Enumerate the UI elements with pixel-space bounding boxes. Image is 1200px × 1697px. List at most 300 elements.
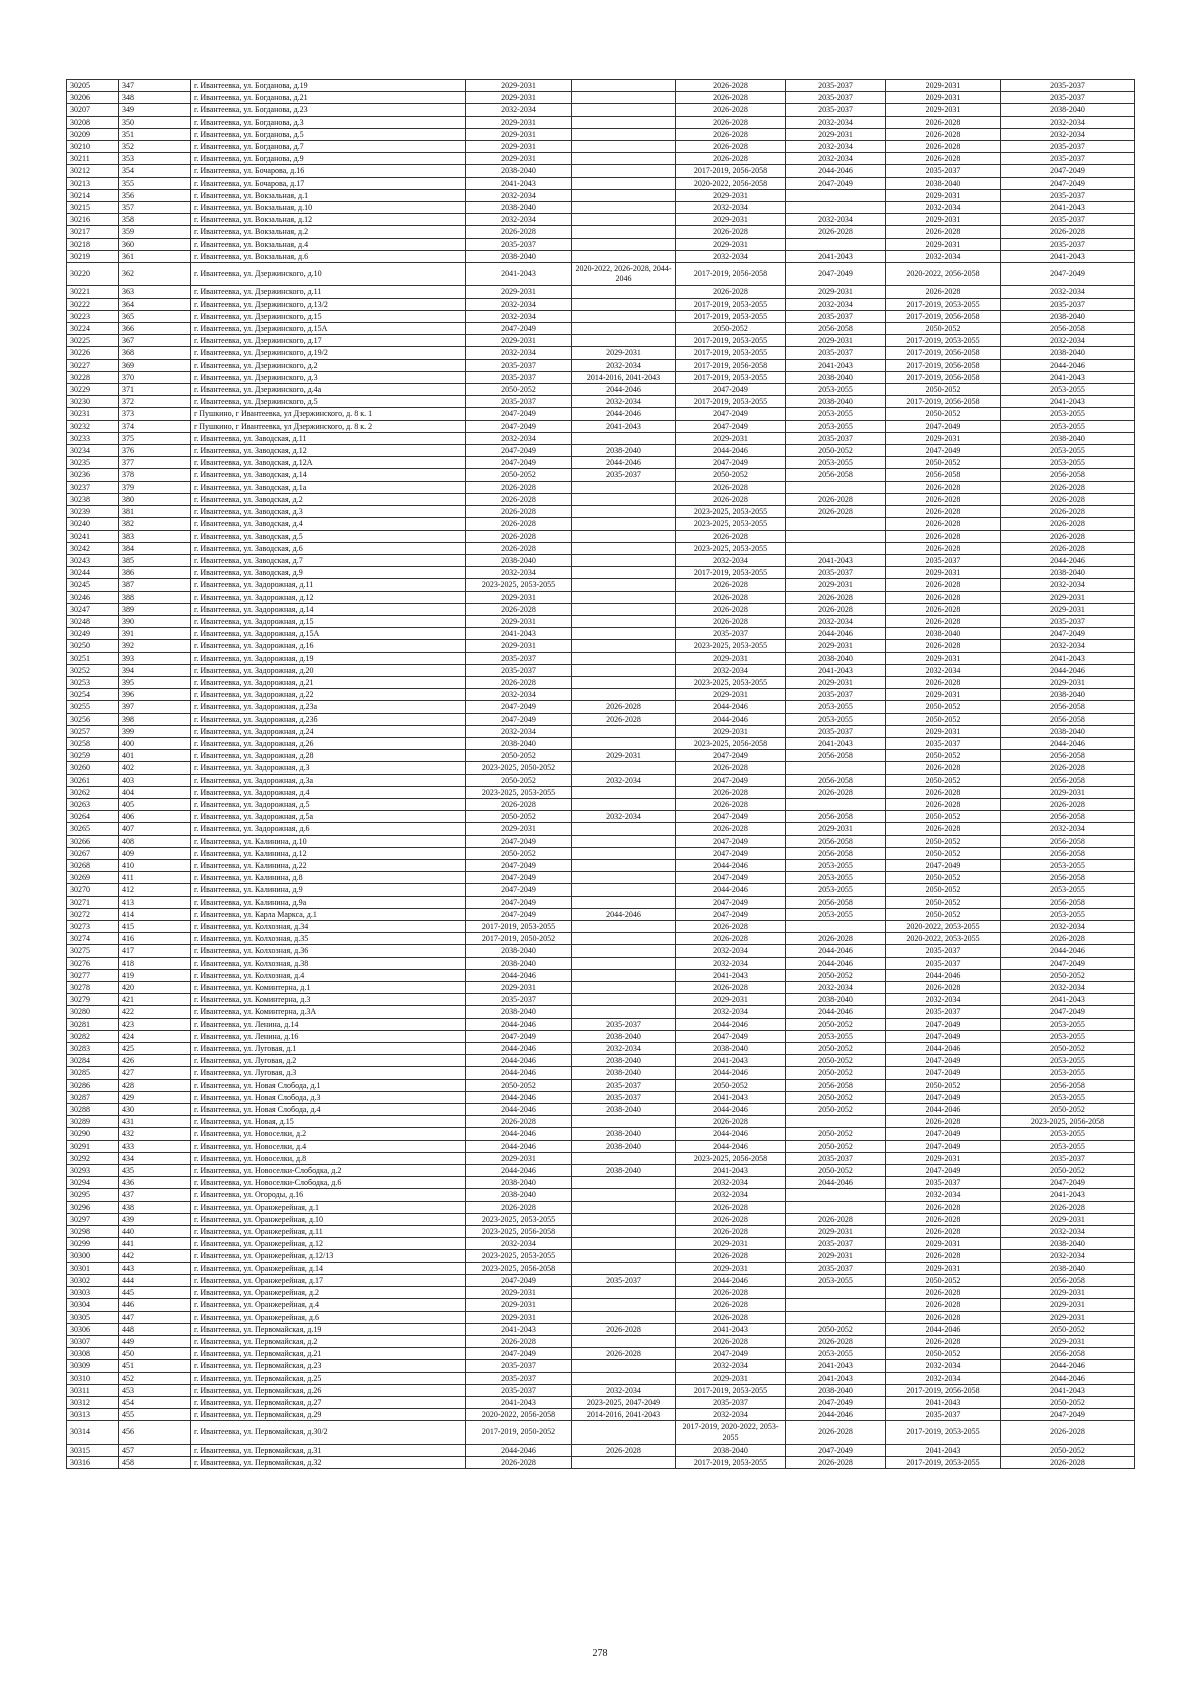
period-cell: 2053-2055: [786, 420, 886, 432]
table-row: [67, 481, 1135, 493]
period-cell: 2032-2034: [786, 214, 886, 226]
period-cell: [572, 1213, 676, 1225]
period-cell: 2047-2049: [1001, 957, 1135, 969]
period-cell: 2029-2031: [466, 982, 572, 994]
row-id-cell: 30288: [67, 1104, 119, 1116]
row-id-cell: 30214: [67, 189, 119, 201]
period-cell: 2050-2052: [786, 445, 886, 457]
address-cell: г. Ивантеевка, ул. Задорожная, д.5: [191, 798, 466, 810]
period-cell: 2026-2028: [466, 530, 572, 542]
address-cell: г. Ивантеевка, ул. Вокзальная, д.1: [191, 189, 466, 201]
period-cell: [572, 80, 676, 92]
period-cell: 2026-2028: [786, 1335, 886, 1347]
period-cell: 2041-2043: [466, 263, 572, 286]
period-cell: 2047-2049: [786, 263, 886, 286]
period-cell: 2017-2019, 2053-2055: [676, 1456, 786, 1468]
table-row: [67, 896, 1135, 908]
period-cell: [572, 335, 676, 347]
period-cell: 2044-2046: [572, 408, 676, 420]
period-cell: 2050-2052: [886, 1274, 1001, 1286]
period-cell: 2035-2037: [466, 1360, 572, 1372]
item-number-cell: 371: [119, 384, 191, 396]
item-number-cell: 351: [119, 128, 191, 140]
period-cell: 2026-2028: [572, 713, 676, 725]
period-cell: 2053-2055: [786, 408, 886, 420]
table-row: [67, 80, 1135, 92]
row-id-cell: 30213: [67, 177, 119, 189]
table-row: [67, 689, 1135, 701]
period-cell: 2029-2031: [1001, 1213, 1135, 1225]
period-cell: 2047-2049: [466, 835, 572, 847]
period-cell: 2041-2043: [676, 969, 786, 981]
row-id-cell: 30306: [67, 1323, 119, 1335]
period-cell: 2026-2028: [466, 518, 572, 530]
period-cell: 2029-2031: [886, 80, 1001, 92]
table-row: [67, 1213, 1135, 1225]
period-cell: 2038-2040: [466, 202, 572, 214]
period-cell: [572, 664, 676, 676]
period-cell: [572, 957, 676, 969]
item-number-cell: 446: [119, 1299, 191, 1311]
period-cell: 2035-2037: [1001, 615, 1135, 627]
period-cell: 2038-2040: [466, 1177, 572, 1189]
period-cell: 2044-2046: [786, 165, 886, 177]
period-cell: 2032-2034: [1001, 335, 1135, 347]
period-cell: 2032-2034: [466, 214, 572, 226]
period-cell: 2047-2049: [466, 713, 572, 725]
row-id-cell: 30291: [67, 1140, 119, 1152]
address-cell: г. Ивантеевка, ул. Новоселки-Слободка, д.6: [191, 1177, 466, 1189]
item-number-cell: 404: [119, 786, 191, 798]
period-cell: [572, 250, 676, 262]
row-id-cell: 30251: [67, 652, 119, 664]
table-row: [67, 250, 1135, 262]
period-cell: 2050-2052: [786, 1055, 886, 1067]
period-cell: 2032-2034: [676, 202, 786, 214]
row-id-cell: 30304: [67, 1299, 119, 1311]
address-cell: г. Ивантеевка, ул. Первомайская, д.2: [191, 1335, 466, 1347]
period-cell: 2047-2049: [676, 457, 786, 469]
period-cell: [572, 737, 676, 749]
period-cell: 2053-2055: [1001, 884, 1135, 896]
item-number-cell: 383: [119, 530, 191, 542]
period-cell: 2035-2037: [786, 80, 886, 92]
period-cell: 2026-2028: [1001, 506, 1135, 518]
period-cell: 2041-2043: [466, 177, 572, 189]
item-number-cell: 410: [119, 859, 191, 871]
period-cell: 2044-2046: [466, 1055, 572, 1067]
item-number-cell: 450: [119, 1348, 191, 1360]
row-id-cell: 30289: [67, 1116, 119, 1128]
period-cell: 2029-2031: [466, 286, 572, 298]
period-cell: 2047-2049: [886, 445, 1001, 457]
period-cell: 2029-2031: [466, 128, 572, 140]
address-cell: г. Ивантеевка, ул. Богданова, д.9: [191, 153, 466, 165]
period-cell: 2026-2028: [886, 518, 1001, 530]
period-cell: 2026-2028: [886, 286, 1001, 298]
address-cell: г. Ивантеевка, ул. Заводская, д.9: [191, 567, 466, 579]
period-cell: 2044-2046: [676, 1018, 786, 1030]
address-cell: г. Ивантеевка, ул. Огороды, д.16: [191, 1189, 466, 1201]
period-cell: 2047-2049: [886, 1055, 1001, 1067]
period-cell: 2029-2031: [1001, 1335, 1135, 1347]
item-number-cell: 417: [119, 945, 191, 957]
item-number-cell: 347: [119, 80, 191, 92]
period-cell: 2038-2040: [466, 1006, 572, 1018]
period-cell: 2029-2031: [676, 238, 786, 250]
table-row: [67, 1274, 1135, 1286]
row-id-cell: 30227: [67, 359, 119, 371]
period-cell: 2026-2028: [676, 762, 786, 774]
item-number-cell: 402: [119, 762, 191, 774]
period-cell: 2044-2046: [786, 1177, 886, 1189]
period-cell: 2014-2016, 2041-2043: [572, 1409, 676, 1421]
period-cell: 2026-2028: [1001, 1421, 1135, 1444]
item-number-cell: 369: [119, 359, 191, 371]
period-cell: 2032-2034: [466, 189, 572, 201]
period-cell: 2035-2037: [786, 104, 886, 116]
row-id-cell: 30240: [67, 518, 119, 530]
period-cell: [572, 896, 676, 908]
address-cell: г. Ивантеевка, ул. Заводская, д.11: [191, 432, 466, 444]
period-cell: 2044-2046: [886, 1104, 1001, 1116]
address-cell: г. Ивантеевка, ул. Калинина, д.12: [191, 847, 466, 859]
period-cell: 2047-2049: [466, 445, 572, 457]
period-cell: [572, 859, 676, 871]
period-cell: 2026-2028: [676, 1250, 786, 1262]
row-id-cell: 30260: [67, 762, 119, 774]
item-number-cell: 428: [119, 1079, 191, 1091]
period-cell: 2032-2034: [676, 664, 786, 676]
period-cell: 2023-2025, 2053-2055: [676, 506, 786, 518]
period-cell: 2026-2028: [676, 493, 786, 505]
address-cell: г. Ивантеевка, ул. Первомайская, д.30/2: [191, 1421, 466, 1444]
period-cell: [572, 676, 676, 688]
period-cell: [572, 798, 676, 810]
period-cell: 2047-2049: [886, 1018, 1001, 1030]
period-cell: 2029-2031: [886, 104, 1001, 116]
period-cell: 2035-2037: [1001, 80, 1135, 92]
period-cell: 2053-2055: [1001, 1018, 1135, 1030]
address-cell: г. Ивантеевка, ул. Оранжерейная, д.6: [191, 1311, 466, 1323]
period-cell: 2026-2028: [676, 226, 786, 238]
period-cell: [572, 847, 676, 859]
period-cell: 2017-2019, 2056-2058: [886, 396, 1001, 408]
period-cell: 2038-2040: [1001, 347, 1135, 359]
period-cell: 2029-2031: [886, 567, 1001, 579]
period-cell: [572, 945, 676, 957]
period-cell: 2050-2052: [786, 1128, 886, 1140]
period-cell: 2035-2037: [466, 652, 572, 664]
period-cell: [572, 1006, 676, 1018]
row-id-cell: 30290: [67, 1128, 119, 1140]
row-id-cell: 30244: [67, 567, 119, 579]
table-row: [67, 1226, 1135, 1238]
period-cell: 2050-2052: [466, 1079, 572, 1091]
address-cell: г. Ивантеевка, ул. Оранжерейная, д.11: [191, 1226, 466, 1238]
period-cell: 2050-2052: [886, 908, 1001, 920]
item-number-cell: 353: [119, 153, 191, 165]
period-cell: 2035-2037: [1001, 298, 1135, 310]
period-cell: [572, 1238, 676, 1250]
table-row: [67, 957, 1135, 969]
item-number-cell: 368: [119, 347, 191, 359]
row-id-cell: 30215: [67, 202, 119, 214]
period-cell: [572, 530, 676, 542]
period-cell: 2050-2052: [1001, 969, 1135, 981]
address-cell: г Пушкино, г Ивантеевка, ул Дзержинского, д. 8 к. 2: [191, 420, 466, 432]
address-cell: г. Ивантеевка, ул. Оранжерейная, д.14: [191, 1262, 466, 1274]
table-row: [67, 1177, 1135, 1189]
table-row: [67, 1262, 1135, 1274]
period-cell: 2035-2037: [466, 1384, 572, 1396]
address-cell: г. Ивантеевка, ул. Заводская, д.7: [191, 554, 466, 566]
item-number-cell: 352: [119, 141, 191, 153]
period-cell: 2020-2022, 2053-2055: [886, 933, 1001, 945]
address-cell: г. Ивантеевка, ул. Задорожная, д.3а: [191, 774, 466, 786]
item-number-cell: 407: [119, 823, 191, 835]
table-row: [67, 1079, 1135, 1091]
address-cell: г. Ивантеевка, ул. Задорожная, д.20: [191, 664, 466, 676]
item-number-cell: 412: [119, 884, 191, 896]
period-cell: 2053-2055: [1001, 1091, 1135, 1103]
item-number-cell: 381: [119, 506, 191, 518]
item-number-cell: 399: [119, 725, 191, 737]
period-cell: 2029-2031: [676, 432, 786, 444]
row-id-cell: 30225: [67, 335, 119, 347]
period-cell: 2035-2037: [786, 1152, 886, 1164]
period-cell: 2035-2037: [466, 994, 572, 1006]
row-id-cell: 30294: [67, 1177, 119, 1189]
period-cell: 2041-2043: [786, 359, 886, 371]
address-cell: г. Ивантеевка, ул. Дзержинского, д.4а: [191, 384, 466, 396]
period-cell: 2035-2037: [572, 1274, 676, 1286]
table-row: [67, 835, 1135, 847]
address-cell: г. Ивантеевка, ул. Новая, д.15: [191, 1116, 466, 1128]
item-number-cell: 433: [119, 1140, 191, 1152]
period-cell: 2029-2031: [1001, 591, 1135, 603]
period-cell: 2026-2028: [1001, 493, 1135, 505]
address-cell: г. Ивантеевка, ул. Луговая, д.1: [191, 1043, 466, 1055]
period-cell: 2029-2031: [466, 92, 572, 104]
period-cell: [786, 798, 886, 810]
period-cell: 2026-2028: [1001, 798, 1135, 810]
period-cell: [786, 1201, 886, 1213]
period-cell: 2050-2052: [466, 811, 572, 823]
row-id-cell: 30297: [67, 1213, 119, 1225]
item-number-cell: 431: [119, 1116, 191, 1128]
item-number-cell: 386: [119, 567, 191, 579]
period-cell: 2017-2019, 2053-2055: [886, 298, 1001, 310]
period-cell: 2029-2031: [676, 689, 786, 701]
period-cell: 2050-2052: [786, 969, 886, 981]
period-cell: [572, 1152, 676, 1164]
item-number-cell: 401: [119, 750, 191, 762]
address-cell: г. Ивантеевка, ул. Новоселки, д.4: [191, 1140, 466, 1152]
period-cell: 2026-2028: [886, 542, 1001, 554]
period-cell: 2053-2055: [786, 457, 886, 469]
address-cell: г. Ивантеевка, ул. Коминтерна, д.3: [191, 994, 466, 1006]
period-cell: 2032-2034: [886, 1360, 1001, 1372]
row-id-cell: 30246: [67, 591, 119, 603]
row-id-cell: 30280: [67, 1006, 119, 1018]
period-cell: 2050-2052: [886, 457, 1001, 469]
table-row: [67, 579, 1135, 591]
address-cell: г. Ивантеевка, ул. Первомайская, д.32: [191, 1456, 466, 1468]
period-cell: 2053-2055: [786, 713, 886, 725]
period-cell: [572, 994, 676, 1006]
period-cell: 2026-2028: [466, 676, 572, 688]
item-number-cell: 397: [119, 701, 191, 713]
row-id-cell: 30255: [67, 701, 119, 713]
table-row: [67, 847, 1135, 859]
period-cell: 2050-2052: [886, 1079, 1001, 1091]
period-cell: 2029-2031: [886, 652, 1001, 664]
period-cell: 2023-2025, 2053-2055: [466, 786, 572, 798]
period-cell: 2035-2037: [572, 1018, 676, 1030]
item-number-cell: 395: [119, 676, 191, 688]
period-cell: 2023-2025, 2056-2058: [466, 1226, 572, 1238]
row-id-cell: 30264: [67, 811, 119, 823]
item-number-cell: 361: [119, 250, 191, 262]
period-cell: [786, 762, 886, 774]
period-cell: 2056-2058: [786, 847, 886, 859]
period-cell: 2053-2055: [786, 1348, 886, 1360]
address-cell: г. Ивантеевка, ул. Дзержинского, д.5: [191, 396, 466, 408]
period-cell: [572, 1299, 676, 1311]
row-id-cell: 30239: [67, 506, 119, 518]
period-cell: 2023-2025, 2050-2052: [466, 762, 572, 774]
table-row: [67, 1360, 1135, 1372]
row-id-cell: 30277: [67, 969, 119, 981]
period-cell: 2041-2043: [1001, 202, 1135, 214]
period-cell: 2041-2043: [1001, 652, 1135, 664]
row-id-cell: 30315: [67, 1444, 119, 1456]
period-cell: [786, 202, 886, 214]
address-cell: г. Ивантеевка, ул. Богданова, д.3: [191, 116, 466, 128]
period-cell: 2038-2040: [466, 945, 572, 957]
period-cell: 2038-2040: [572, 1165, 676, 1177]
item-number-cell: 413: [119, 896, 191, 908]
period-cell: 2023-2025, 2056-2058: [676, 1152, 786, 1164]
period-cell: 2029-2031: [1001, 1299, 1135, 1311]
row-id-cell: 30237: [67, 481, 119, 493]
period-cell: 2026-2028: [886, 493, 1001, 505]
address-cell: г. Ивантеевка, ул. Калинина, д.22: [191, 859, 466, 871]
period-cell: 2038-2040: [676, 1444, 786, 1456]
period-cell: 2026-2028: [786, 1456, 886, 1468]
address-cell: г. Ивантеевка, ул. Богданова, д.19: [191, 80, 466, 92]
period-cell: 2026-2028: [676, 921, 786, 933]
address-cell: г. Ивантеевка, ул. Новая Слобода, д.4: [191, 1104, 466, 1116]
period-cell: 2032-2034: [1001, 640, 1135, 652]
row-id-cell: 30220: [67, 263, 119, 286]
item-number-cell: 457: [119, 1444, 191, 1456]
table-row: [67, 786, 1135, 798]
table-row: [67, 1140, 1135, 1152]
item-number-cell: 453: [119, 1384, 191, 1396]
period-cell: 2032-2034: [676, 1409, 786, 1421]
address-cell: г. Ивантеевка, ул. Колхозная, д.34: [191, 921, 466, 933]
table-row: [67, 750, 1135, 762]
period-cell: [572, 238, 676, 250]
table-row: [67, 1323, 1135, 1335]
period-cell: [572, 506, 676, 518]
period-cell: 2026-2028: [1001, 933, 1135, 945]
period-cell: 2026-2028: [886, 1335, 1001, 1347]
row-id-cell: 30247: [67, 603, 119, 615]
period-cell: 2047-2049: [676, 1348, 786, 1360]
period-cell: 2026-2028: [466, 1456, 572, 1468]
item-number-cell: 429: [119, 1091, 191, 1103]
address-cell: г. Ивантеевка, ул. Оранжерейная, д.4: [191, 1299, 466, 1311]
period-cell: 2038-2040: [466, 250, 572, 262]
period-cell: 2044-2046: [676, 884, 786, 896]
row-id-cell: 30261: [67, 774, 119, 786]
item-number-cell: 388: [119, 591, 191, 603]
period-cell: [572, 933, 676, 945]
period-cell: 2026-2028: [1001, 542, 1135, 554]
period-cell: 2032-2034: [676, 250, 786, 262]
period-cell: 2032-2034: [786, 141, 886, 153]
period-cell: [572, 141, 676, 153]
period-cell: 2026-2028: [676, 982, 786, 994]
period-cell: 2038-2040: [1001, 725, 1135, 737]
address-cell: г. Ивантеевка, ул. Новоселки-Слободка, д.2: [191, 1165, 466, 1177]
period-cell: 2029-2031: [466, 153, 572, 165]
period-cell: 2032-2034: [786, 116, 886, 128]
period-cell: 2035-2037: [466, 371, 572, 383]
row-id-cell: 30234: [67, 445, 119, 457]
period-cell: [786, 518, 886, 530]
period-cell: 2017-2019, 2053-2055: [886, 335, 1001, 347]
period-cell: 2023-2025, 2053-2055: [676, 518, 786, 530]
period-cell: 2053-2055: [1001, 384, 1135, 396]
item-number-cell: 438: [119, 1201, 191, 1213]
period-cell: 2047-2049: [1001, 177, 1135, 189]
period-cell: 2035-2037: [786, 1262, 886, 1274]
period-cell: 2017-2019, 2053-2055: [676, 347, 786, 359]
item-number-cell: 445: [119, 1287, 191, 1299]
period-cell: 2032-2034: [786, 615, 886, 627]
period-cell: 2044-2046: [572, 457, 676, 469]
period-cell: 2032-2034: [676, 957, 786, 969]
period-cell: [572, 542, 676, 554]
row-id-cell: 30262: [67, 786, 119, 798]
period-cell: [786, 189, 886, 201]
table-row: [67, 1335, 1135, 1347]
period-cell: 2026-2028: [786, 786, 886, 798]
period-cell: 2050-2052: [786, 1140, 886, 1152]
row-id-cell: 30235: [67, 457, 119, 469]
address-cell: г. Ивантеевка, ул. Задорожная, д.24: [191, 725, 466, 737]
period-cell: [572, 884, 676, 896]
period-cell: 2038-2040: [886, 628, 1001, 640]
period-cell: [572, 298, 676, 310]
address-cell: г. Ивантеевка, ул. Задорожная, д.23а: [191, 701, 466, 713]
period-cell: 2044-2046: [466, 1128, 572, 1140]
period-cell: 2050-2052: [676, 1079, 786, 1091]
period-cell: 2044-2046: [676, 1140, 786, 1152]
period-cell: 2041-2043: [572, 420, 676, 432]
period-cell: 2026-2028: [886, 823, 1001, 835]
period-cell: 2026-2028: [886, 153, 1001, 165]
table-row: [67, 628, 1135, 640]
item-number-cell: 422: [119, 1006, 191, 1018]
period-cell: 2029-2031: [676, 189, 786, 201]
row-id-cell: 30216: [67, 214, 119, 226]
period-cell: 2047-2049: [466, 859, 572, 871]
